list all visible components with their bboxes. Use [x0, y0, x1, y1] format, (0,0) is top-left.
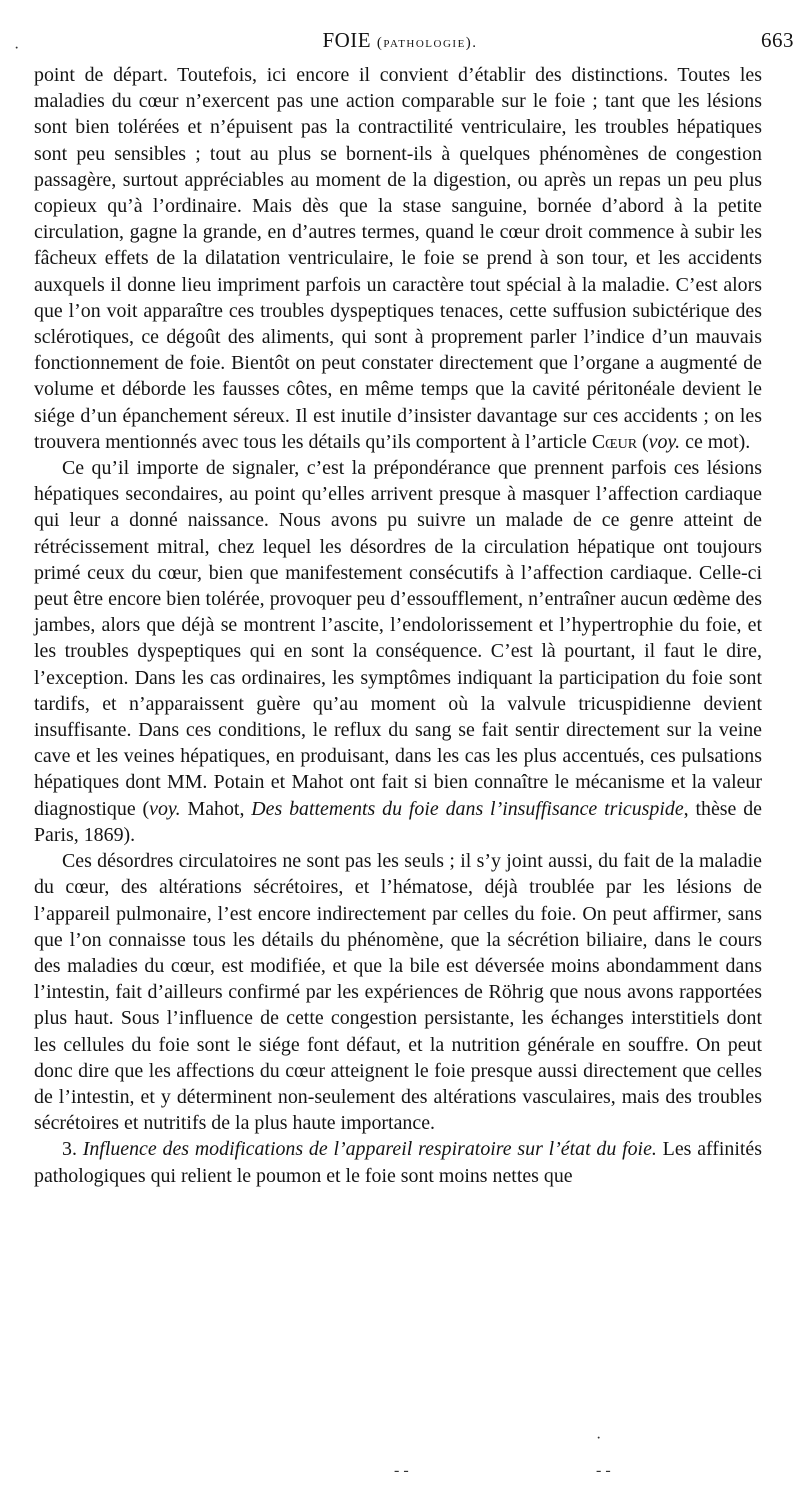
text-run: 3. — [62, 1138, 83, 1161]
running-title-main: FOIE — [322, 28, 372, 52]
body-text — [34, 62, 762, 1189]
paragraph — [34, 62, 762, 455]
text-run: ce mot). — [680, 430, 751, 453]
print-speck: ‐ ‐ — [596, 1462, 611, 1479]
text-run: point de départ. Toutefois, ici encore il convient d’établir des distinctions. Toutes les maladies du cœur n’exercent pas une action comparable sur le foie ; tant que les lésions sont bien tolérées et n’épuisent pas la contractilité ventriculaire, les troubles hépatiques sont peu sensibles ; tout au plus se bornent-ils à quelques phénomènes de congestion passagère, surtout appréciables au moment de la digestion, ou après un repas un peu plus copieux qu’à l’ordinaire. Mais dès que la stase sanguine, bornée d’abord à la petite circulation, gagne la grande, en d’autres termes, quand le cœur droit commence à subir les fâcheux effets de la dilatation ventriculaire, le foie se prend à son tour, et les accidents auxquels il donne lieu impriment parfois un caractère tout spécial à la maladie. C’est alors que l’on voit apparaître ces troubles dyspeptiques tenaces, cette suffusion subictérique des sclérotiques, ce dégoût des aliments, qui sont à proprement parler l’indice d’un mauvais fonctionnement de foie. Bientôt on peut constater directement que l’organe a augmenté de volume et déborde les fausses côtes, en même temps que la cavité péritonéale devient le siége d’un épanchement séreux. Il est inutile d’insister davantage sur ces accidents ; on les trouvera mentionnés avec tous les détails qu’ils comportent à l’article — [34, 64, 762, 453]
text-run: Ce qu’il importe de signaler, c’est la prépondérance que prennent parfois ces lésions hépatiques secondaires, au point qu’elles arrivent presque à masquer l’affection cardiaque qui leur a donné naissance. Nous avons pu suivre un malade de ce genre atteint de rétrécissement mitral, chez lequel les désordres de la circulation hépatique ont toujours primé ceux du cœur, bien que manifestement consécutifs à l’affection cardiaque. Celle-ci peut être encore bien tolérée, provoquer peu d’essoufflement, n’entraîner aucun œdème des jambes, alors que déjà se montrent l’ascite, l’endolorissement et l’hypertrophie du foie, et les troubles dyspeptiques qui en sont la conséquence. C’est là pourtant, il faut le dire, l’exception. Dans les cas ordinaires, les symptômes indiquant la participation du foie sont tardifs, et n’apparaissent guère qu’au moment où la valvule tricuspidienne devient insuffisante. Dans ces conditions, le reflux du sang se fait sentir directement sur la veine cave et les veines hépatiques, en produisant, dans les cas les plus accentués, ces pulsations hépatiques dont MM. Potain et Mahot ont fait si bien connaître le mécanisme et la valeur diagnostique ( — [34, 457, 762, 820]
running-title — [0, 28, 800, 53]
running-header — [0, 28, 800, 62]
text-run: ( — [637, 430, 649, 453]
text-run: Les affinités pathologiques qui relient le poumon et le foie sont moins nettes que — [34, 1138, 763, 1187]
paragraph — [34, 1136, 762, 1188]
text-run: Mahot, — [180, 797, 252, 820]
text-run: , thèse de Paris, 1869). — [34, 797, 763, 846]
text-run: Des battements du foie dans l’insuffisance tricuspide — [251, 797, 684, 820]
text-run: voy. — [648, 430, 681, 453]
print-speck: ‐ ‐ — [394, 1462, 409, 1479]
text-run: Influence des modifications de l’appareil respiratoire sur l’état du foie. — [82, 1138, 657, 1161]
print-speck: · — [596, 1430, 602, 1447]
text-run: Ces désordres circulatoires ne sont pas les seuls ; il s’y joint aussi, du fait de la maladie du cœur, des altérations sécrétoires, et l’hématose, déjà troublée par les lésions de l’appareil pulmonaire, l’est encore indirectement par celles du foie. On peut affirmer, sans que l’on connaisse tous les détails du phénomène, que la sécrétion biliaire, dans le cours des maladies du cœur, est modifiée, et que la bile est déversée moins abondamment dans l’intestin, fait d’ailleurs confirmé par les expériences de Röhrig que nous avons rapportées plus haut. Sous l’influence de cette congestion persistante, les échanges interstitiels dont les cellules du foie sont le siége font défaut, et la nutrition générale en souffre. On peut donc dire que les affections du cœur atteignent le foie presque aussi directement que celles de l’intestin, et y déterminent non-seulement des altérations vasculaires, mais des troubles sécrétoires et nutritifs de la plus haute importance. — [34, 850, 762, 1135]
print-speck: · — [14, 40, 20, 57]
running-title-sub: (pathologie). — [376, 35, 478, 51]
paragraph — [34, 455, 762, 848]
text-run: voy. — [149, 797, 181, 820]
page-number: 663 — [761, 28, 794, 52]
paragraph — [34, 848, 762, 1136]
text-run: Cœur — [591, 430, 638, 453]
